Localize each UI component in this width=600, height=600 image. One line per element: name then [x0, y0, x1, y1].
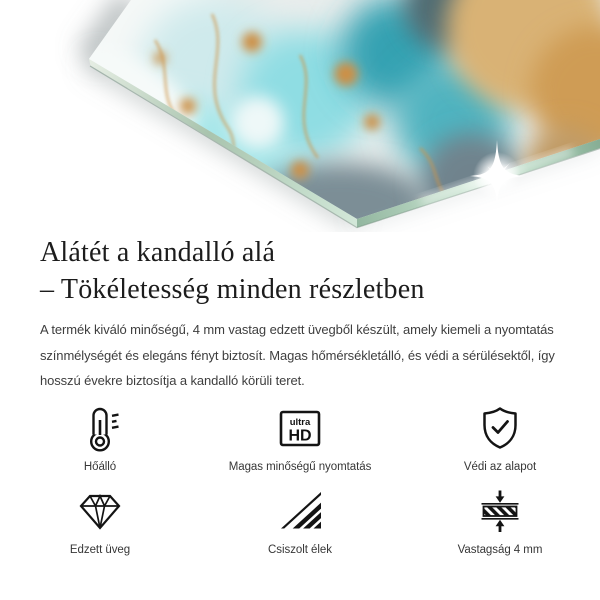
feature-label: Csiszolt élek	[268, 543, 332, 556]
feature-label: Hőálló	[83, 460, 117, 473]
feature-heat-resistant	[76, 404, 124, 475]
feature-label: Vastagság 4 mm	[457, 543, 543, 556]
page-title-line1: Alátét a kandalló alá	[40, 237, 276, 268]
hd-text: HD	[288, 427, 312, 444]
page-title	[40, 234, 560, 308]
feature-protects-base	[464, 404, 536, 475]
thickness-icon	[476, 487, 524, 535]
product-image	[0, 0, 600, 232]
ultra-hd-icon	[276, 404, 324, 452]
feature-label: Magas minőségű nyomtatás	[228, 460, 372, 473]
feature-thickness-4mm	[458, 487, 543, 558]
feature-high-quality-print	[229, 404, 372, 475]
feature-polished-edges	[268, 487, 332, 558]
feature-label: Edzett üveg	[69, 543, 131, 556]
page-title-line2: – Tökéletesség minden részletben	[40, 274, 425, 305]
diamond-icon	[76, 487, 124, 535]
thermometer-icon	[76, 404, 124, 452]
description-line: hosszú évekre biztosítja a kandalló körüli teret.	[40, 373, 305, 388]
feature-tempered-glass	[70, 487, 130, 558]
ultra-text: ultra	[289, 416, 311, 428]
shield-check-icon	[476, 404, 524, 452]
feature-grid	[0, 404, 600, 558]
feature-label: Védi az alapot	[463, 460, 537, 473]
description-line: színmélységét és elegáns fényt biztosít. Magas hőmérsékletálló, és védi a sérülésektől, így	[40, 347, 555, 363]
polished-edges-icon	[276, 487, 324, 535]
description-line: A termék kiváló minőségű, 4 mm vastag edzett üvegből készült, amely kiemeli a nyomtatás	[40, 322, 554, 337]
product-description	[40, 317, 560, 394]
glass-panel-art	[0, 0, 600, 232]
